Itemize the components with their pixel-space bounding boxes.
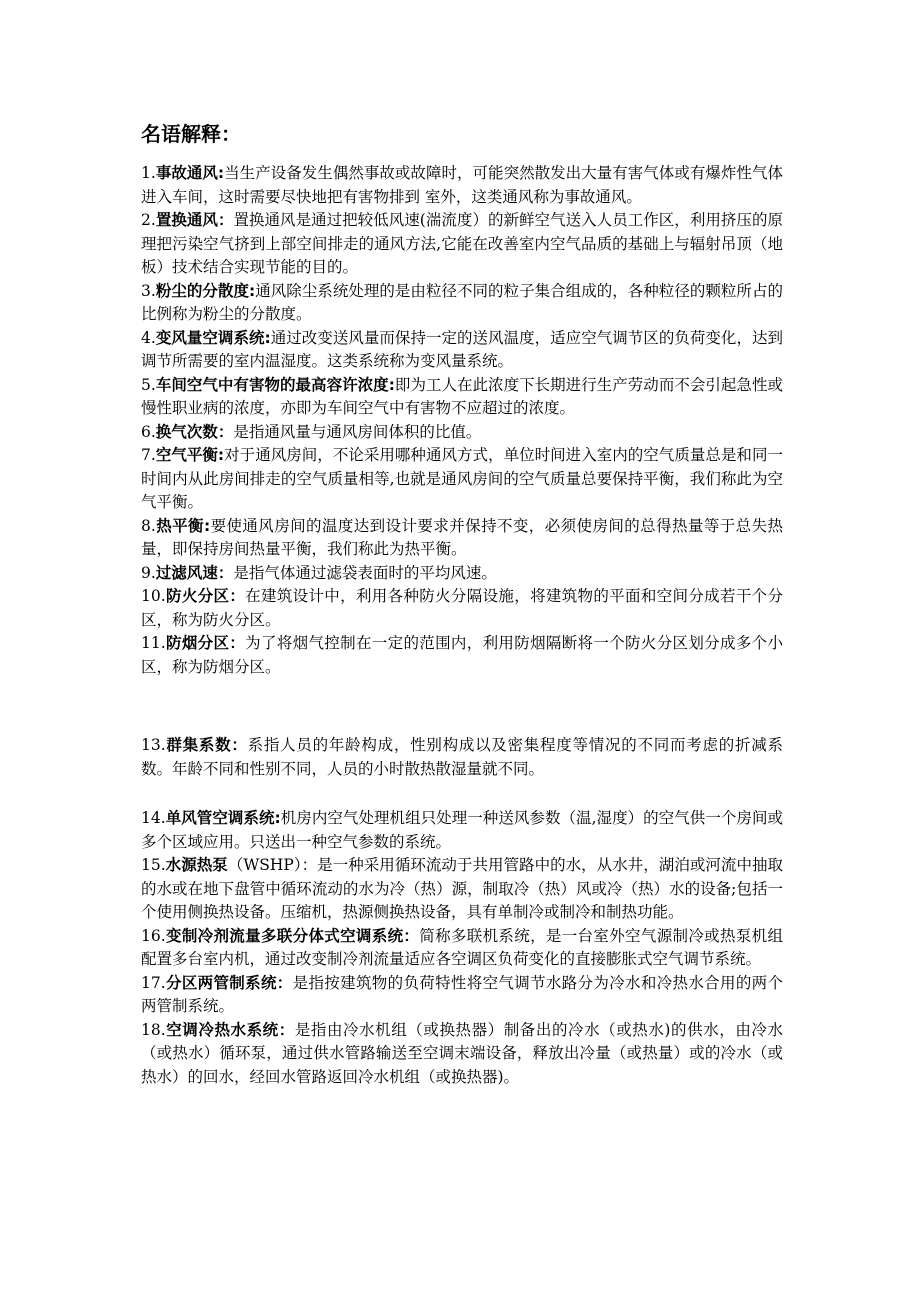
entry-definition: 是指气体通过滤袋表面时的平均风速。 (233, 563, 497, 582)
entry-18 (141, 1019, 783, 1090)
entry-separator: : (217, 446, 225, 464)
entry-definition: 为了将烟气控制在一定的范围内，利用防烟隔断将一个防火分区划分成多个小区，称为防烟分区。 (141, 634, 783, 676)
entry-definition: 机房内空气处理机组只处理一种送风参数（温,湿度）的空气供一个房间或多个区域应用。只送出一种空气参数的系统。 (141, 809, 783, 851)
entry-term: 空调冷热水系统 (165, 1020, 279, 1039)
entry-term: 变制冷剂流量多联分体式空调系统 (165, 926, 404, 945)
entry-13 (141, 734, 783, 781)
entry-term: 粉尘的分散度 (155, 281, 249, 300)
entry-number: 15. (141, 856, 166, 874)
entry-definition: 即为工人在此浓度下长期进行生产劳动而不会引起急性或慢性职业病的浓度，亦即为车间空气中有害物不应超过的浓度。 (141, 375, 783, 417)
entry-5 (141, 374, 783, 421)
entry-6 (141, 421, 783, 445)
entry-14 (141, 807, 783, 854)
entry-separator: ： (278, 1020, 295, 1039)
entry-term: 分区两管制系统 (165, 973, 277, 992)
entry-number: 4. (141, 328, 156, 347)
entry-separator: ： (229, 587, 246, 605)
entry-definition: 是指由冷水机组（或换热器）制备出的冷水（或热水)的供水，由冷水（或热水）循环泵，通过供水管路输送至空调末端设备，释放出冷量（或热量）或的冷水（或热水）的回水，经回水管路返回冷水机组（或换热器)。 (141, 1020, 783, 1086)
entry-8 (141, 515, 783, 562)
entry-separator: ： (217, 211, 234, 229)
entry-7 (141, 444, 783, 515)
document-page (141, 120, 783, 1089)
entry-separator: ： (276, 973, 293, 992)
entry-term: 防火分区 (165, 587, 230, 605)
entry-separator: : (203, 516, 211, 535)
entry-term: 群集系数 (165, 736, 232, 754)
entry-number: 2. (141, 211, 156, 229)
entry-definition: 通过改变送风量而保持一定的送风温度，适应空气调节区的负荷变化，达到调节所需要的室内温湿度。这类系统称为变风量系统。 (141, 328, 783, 370)
entry-number: 9. (141, 563, 156, 582)
entry-17 (141, 972, 783, 1019)
entry-definition: 是指通风量与通风房间体积的比值。 (233, 422, 482, 441)
entry-term: 防烟分区 (165, 634, 230, 652)
entry-10 (141, 585, 783, 632)
entry-term: 车间空气中有害物的最高容许浓度 (155, 375, 389, 394)
entry-definition: （WSHP）：是一种采用循环流动于共用管路中的水，从水井，湖泊或河流中抽取的水或在地下盘管中循环流动的水为冷（热）源，制取冷（热）风或冷（热）水的设备;包括一个使用侧换热设备。压缩机，热源侧换热设备，具有单制冷或制冷和制热功能。 (141, 856, 783, 921)
entry-number: 7. (141, 446, 156, 464)
entry-term: 空气平衡 (155, 446, 218, 464)
entry-term: 热平衡 (155, 516, 204, 535)
entry-number: 3. (141, 281, 156, 300)
page-title: 名语解释： (141, 122, 241, 146)
entry-number: 13. (141, 736, 166, 754)
entry-separator: : (388, 375, 395, 394)
entry-separator: ： (217, 563, 234, 582)
entry-definition: 置换通风是通过把较低风速(湍流度）的新鲜空气送入人员工作区，利用挤压的原理把污染空气挤到上部空间排走的通风方法,它能在改善室内空气品质的基础上与辐射吊顶（地板）技术结合实现节能的目的。 (141, 211, 783, 276)
entry-term: 事故通风 (155, 164, 218, 182)
entry-definition: 是指按建筑物的负荷特性将空气调节水路分为冷水和冷热水合用的两个两管制系统。 (141, 973, 783, 1015)
entry-number: 5. (141, 375, 156, 394)
entry-number: 1. (141, 164, 156, 182)
entry-number: 18. (141, 1020, 166, 1039)
entry-15 (141, 854, 783, 925)
entry-definition: 通风除尘系统处理的是由粒径不同的粒子集合组成的，各种粒径的颗粒所占的比例称为粉尘的分散度。 (141, 281, 783, 323)
entry-number: 16. (141, 926, 166, 945)
entry-number: 14. (141, 809, 166, 827)
blank-space (141, 679, 783, 734)
entry-separator: : (217, 164, 225, 182)
blank-space (141, 781, 783, 807)
entry-definition: 当生产设备发生偶然事故或故障时，可能突然散发出大量有害气体或有爆炸性气体进入车间，这时需要尽快地把有害物排到 室外，这类通风称为事故通风。 (141, 164, 783, 206)
entry-definition: 对于通风房间，不论采用哪种通风方式，单位时间进入室内的空气质量总是和同一时间内从此房间排走的空气质量相等,也就是通风房间的空气质量总要保持平衡，我们称此为空气平衡。 (141, 446, 783, 511)
entry-number: 17. (141, 973, 166, 992)
entry-1 (141, 162, 783, 209)
entry-separator: ： (231, 736, 248, 754)
entry-separator: : (264, 328, 271, 347)
entry-term: 置换通风 (155, 211, 218, 229)
entry-separator: ： (217, 422, 234, 441)
entry-2 (141, 209, 783, 280)
entry-term: 变风量空调系统 (155, 328, 265, 347)
entry-3 (141, 280, 783, 327)
entry-4 (141, 327, 783, 374)
entry-term: 过滤风速 (155, 563, 218, 582)
entry-number: 8. (141, 516, 156, 535)
entry-definition: 简称多联机系统，是一台室外空气源制冷或热泵机组配置多台室内机，通过改变制冷剂流量适应各空调区负荷变化的直接膨胀式空气调节系统。 (141, 926, 783, 968)
entry-separator: ： (403, 926, 420, 945)
entry-separator: : (274, 809, 281, 827)
entry-number: 10. (141, 587, 166, 605)
entry-separator: : (248, 281, 256, 300)
entry-term: 单风管空调系统 (165, 809, 275, 827)
entry-number: 11. (141, 634, 166, 652)
entry-term: 换气次数 (155, 422, 218, 441)
entry-separator: ： (229, 634, 246, 652)
entry-definition: 要使通风房间的温度达到设计要求并保持不变，必须使房间的总得热量等于总失热量，即保持房间热量平衡，我们称此为热平衡。 (141, 516, 783, 558)
entry-definition: 系指人员的年龄构成，性别构成以及密集程度等情况的不同而考虑的折减系数。年龄不同和性别不同，人员的小时散热散湿量就不同。 (141, 736, 783, 778)
entry-11 (141, 632, 783, 679)
entry-9 (141, 562, 783, 586)
entry-definition: 在建筑设计中，利用各种防火分隔设施，将建筑物的平面和空间分成若干个分区，称为防火分区。 (141, 587, 783, 629)
entry-16 (141, 925, 783, 972)
entry-number: 6. (141, 422, 156, 441)
entry-term: 水源热泵 (165, 856, 228, 874)
